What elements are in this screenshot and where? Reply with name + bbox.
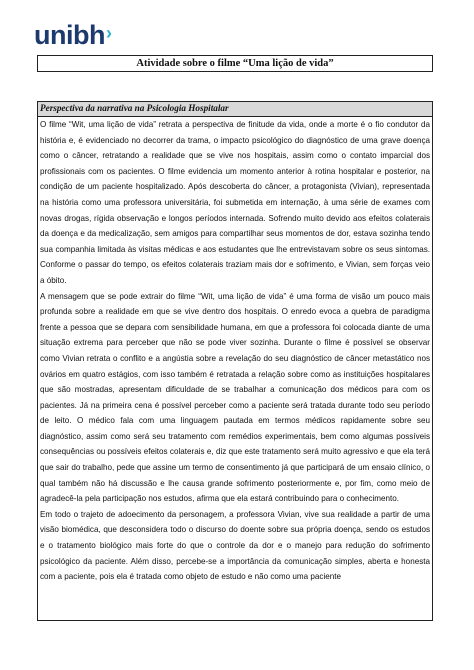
document-title: Atividade sobre o filme “Uma lição de vida” bbox=[37, 55, 433, 72]
body-text bbox=[38, 117, 432, 585]
content-table bbox=[37, 101, 433, 621]
paragraph-3: Em todo o trajeto de adoecimento da personagem, a professora Vivian, vive sua realidade a partir de uma visão biomédica, que desconsidera todo o discurso do doente sobre sua própria doença, sendo os estudos e o tratamento biológico mais forte do que o controle da dor e o manejo para redução do sofrimento psicológico da paciente. Além disso, percebe-se a importância da comunicação simples, aberta e honesta com a paciente, pois ela é tratada como objeto de estudo e não como uma paciente bbox=[40, 509, 430, 582]
unibh-logo bbox=[34, 20, 111, 50]
paragraph-2: A mensagem que se pode extrair do filme “Wit, uma lição de vida” é uma forma de visão um pouco mais profunda sobre a realidade em que se vive dentro dos hospitais. O enredo evoca a quebra de paradigma frente a pessoa que se depara com sensibilidade humana, em que a professora foi colocada diante de uma situação extrema para perceber que não se pode viver sozinha. Durante o filme é possível se observar como Vivian retrata o conflito e a angústia sobre a revelação do seu diagnóstico de câncer metastático nos ovários em quatro estágios, com isso também é retratada a relação sobre como as instituições hospitalares que são mostradas, apresentam dificuldade de se trabalhar a comunicação dos médicos para com os pacientes. Já na primeira cena é possível perceber como a paciente será tratada durante todo seu período de leito. O médico fala com uma linguagem pautada em termos médicos rapidamente sobre seu diagnóstico, assim como será seu tratamento com remédios experimentais, bem como algumas possíveis consequências ou possíveis efeitos colaterais e, diz que este tratamento será muito agressivo e que ela terá que sair do trabalho, pede que assine um termo de consentimento já que participará de um ensaio clínico, o qual também não há discussão e lhe causa grande sofrimento posteriormente e, por fim, como meio de agradecê-la pela participação nos estudos, afirma que ela estará contribuindo para o conhecimento. bbox=[40, 291, 430, 504]
paragraph-1: O filme “Wit, uma lição de vida” retrata a perspectiva de finitude da vida, onde a morte é o fio condutor da história e, é evidenciado no decorrer da trama, o impacto psicológico do diagnóstico de uma grave doença como o câncer, retratando a realidade que se vive nos hospitais, assim como o contato imparcial dos profissionais com os pacientes. O filme evidencia um momento anterior à rotina hospitalar e posterior, na condição de um paciente hospitalizado. Após descoberta do câncer, a protagonista (Vivian), representada na história como uma professora universitária, foi submetida em internação, à uma série de exames com novas drogas, rígida observação e longos períodos internada. Sofrendo muito devido aos efeitos colaterais da doença e da medicalização, sem amigos para compartilhar seus momentos de dor, estava sozinha tendo sua companhia limitada às visitas médicas e aos estudantes que lhe entrevistavam sobre os seus sintomas. Conforme o passar do tempo, os efeitos colaterais traziam mais dor e sofrimento, e Vivian, sem forças veio a óbito. bbox=[40, 120, 430, 285]
chevron-right-icon: › bbox=[105, 23, 112, 43]
logo-text: unibh bbox=[34, 20, 105, 50]
section-heading: Perspectiva da narrativa na Psicologia Hospitalar bbox=[38, 102, 432, 117]
